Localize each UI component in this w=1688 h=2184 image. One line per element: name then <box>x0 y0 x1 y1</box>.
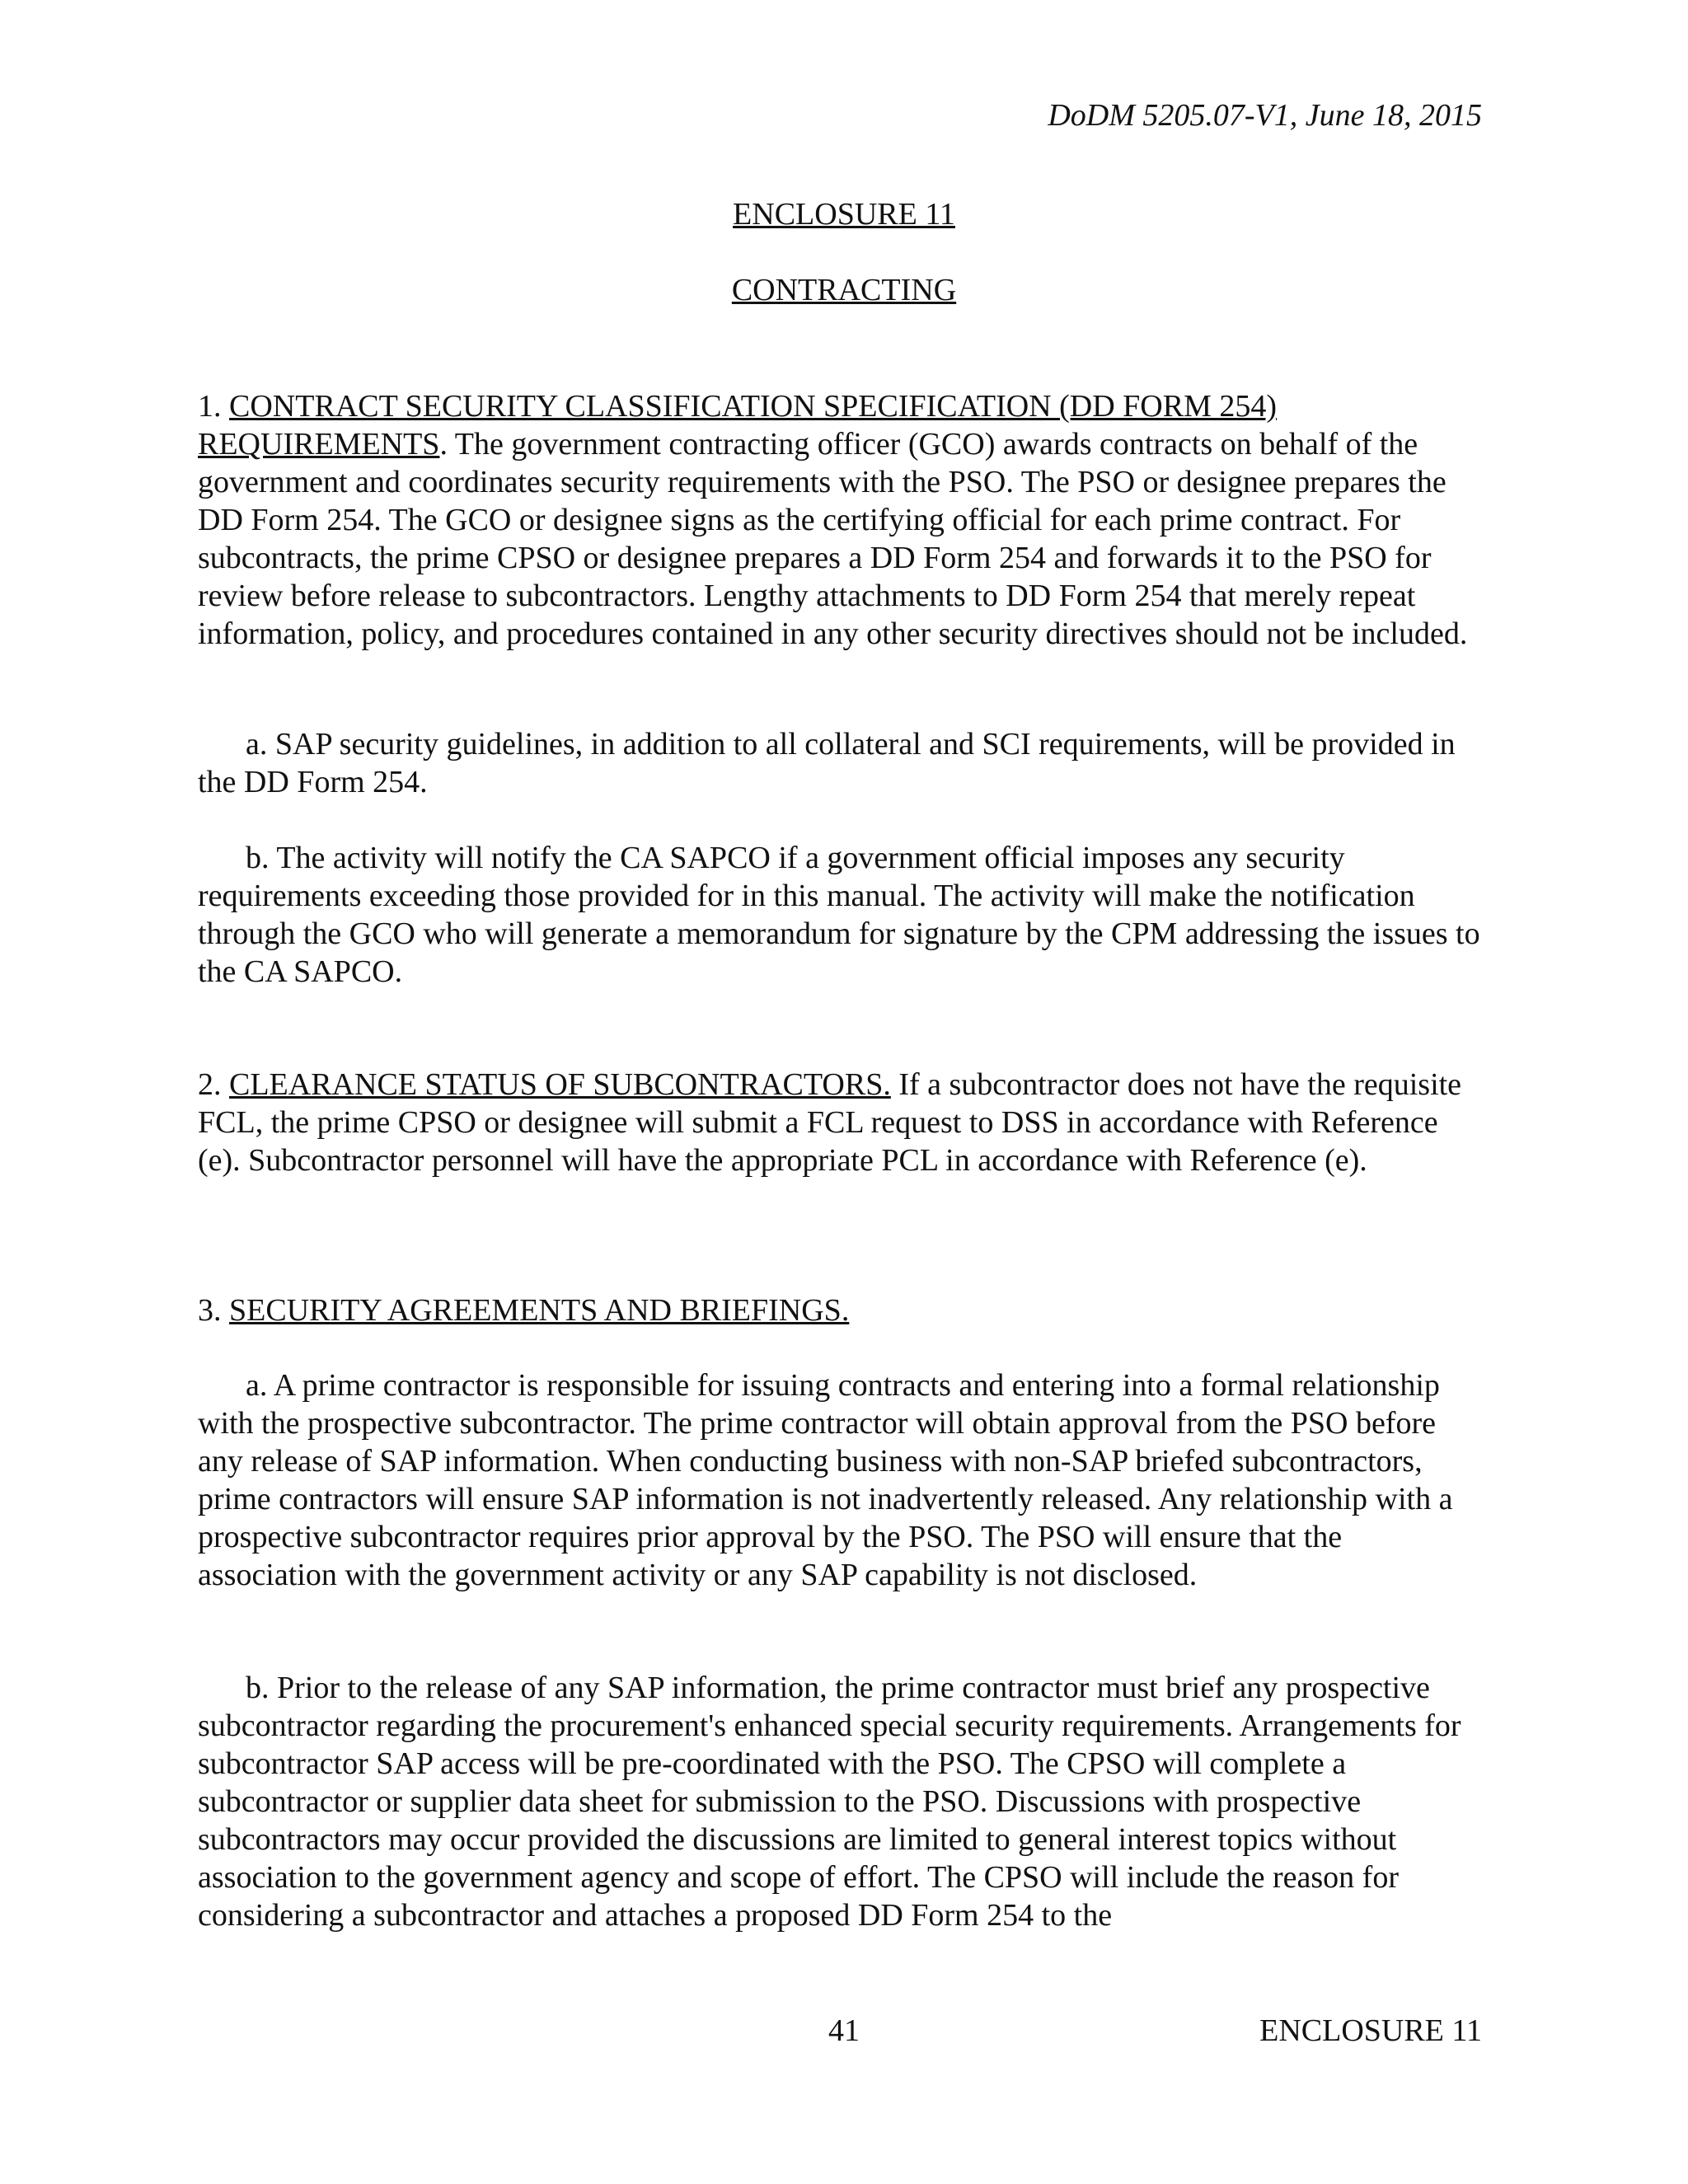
section-1-number: 1. <box>198 389 229 424</box>
section-3-heading: SECURITY AGREEMENTS AND BRIEFINGS. <box>229 1293 850 1328</box>
section-1a-paragraph: a. SAP security guidelines, in addition to all collateral and SCI requirements, will be provided in the DD Form 254. <box>198 727 1456 799</box>
enclosure-subject: CONTRACTING <box>731 273 957 307</box>
section-3a-paragraph: a. A prime contractor is responsible for issuing contracts and entering into a formal relationship with the prospective subcontractor. The prime contractor will obtain approval from the PSO before any release of SAP information. When conducting business with non-SAP briefed subcontractors, prime contractors will ensure SAP information is not inadvertently released. Any relationship with a prospective subcontractor requires prior approval by the PSO. The PSO will ensure that the association with the government activity or any SAP capability is not disclosed. <box>198 1368 1453 1592</box>
section-2-number: 2. <box>198 1067 229 1102</box>
enclosure-title: ENCLOSURE 11 <box>733 197 955 232</box>
page-number: 41 <box>828 2013 860 2048</box>
section-3b-paragraph: b. Prior to the release of any SAP information, the prime contractor must brief any prospective subcontractor regarding the procurement's enhanced special security requirements. Arrangements for subcontractor SAP access will be pre-coordinated with the PSO. The CPSO will complete a subcontractor or supplier data sheet for submission to the PSO. Discussions with prospective subcontractors may occur provided the discussions are limited to general interest topics without association to the government agency and scope of effort. The CPSO will include the reason for considering a subcontractor and attaches a proposed DD Form 254 to the <box>198 1671 1461 1933</box>
section-3-number: 3. <box>198 1293 229 1328</box>
document-reference: DoDM 5205.07-V1, June 18, 2015 <box>1048 98 1482 133</box>
section-1b-paragraph: b. The activity will notify the CA SAPCO if a government official imposes any security requirements exceeding those provided for in this manual. The activity will make the notification through the GCO who will generate a memorandum for signature by the CPM addressing the issues to the CA SAPCO. <box>198 841 1480 989</box>
section-1-heading: CONTRACT SECURITY CLASSIFICATION SPECIFICATION (DD FORM 254) REQUIREMENTS <box>198 389 1278 462</box>
section-2-body: If a subcontractor does not have the requisite FCL, the prime CPSO or designee will submit a FCL request to DSS in accordance with Reference (e). Subcontractor personnel will have the appropriate PCL in accordance with Reference (e). <box>198 1067 1462 1178</box>
section-2-paragraph <box>198 1066 1484 1179</box>
footer-enclosure-label: ENCLOSURE 11 <box>1259 2013 1482 2048</box>
section-1-paragraph <box>198 387 1484 653</box>
section-1-body: . The government contracting officer (GCO) awards contracts on behalf of the government and coordinates security requirements with the PSO. The PSO or designee prepares the DD Form 254. The GCO or designee signs as the certifying official for each prime contract. For subcontracts, the prime CPSO or designee prepares a DD Form 254 and forwards it to the PSO for review before release to subcontractors. Lengthy attachments to DD Form 254 that merely repeat information, policy, and procedures contained in any other security directives should not be included. <box>198 427 1468 651</box>
section-3-heading-line <box>198 1291 1484 1329</box>
section-2-heading: CLEARANCE STATUS OF SUBCONTRACTORS. <box>229 1067 891 1102</box>
